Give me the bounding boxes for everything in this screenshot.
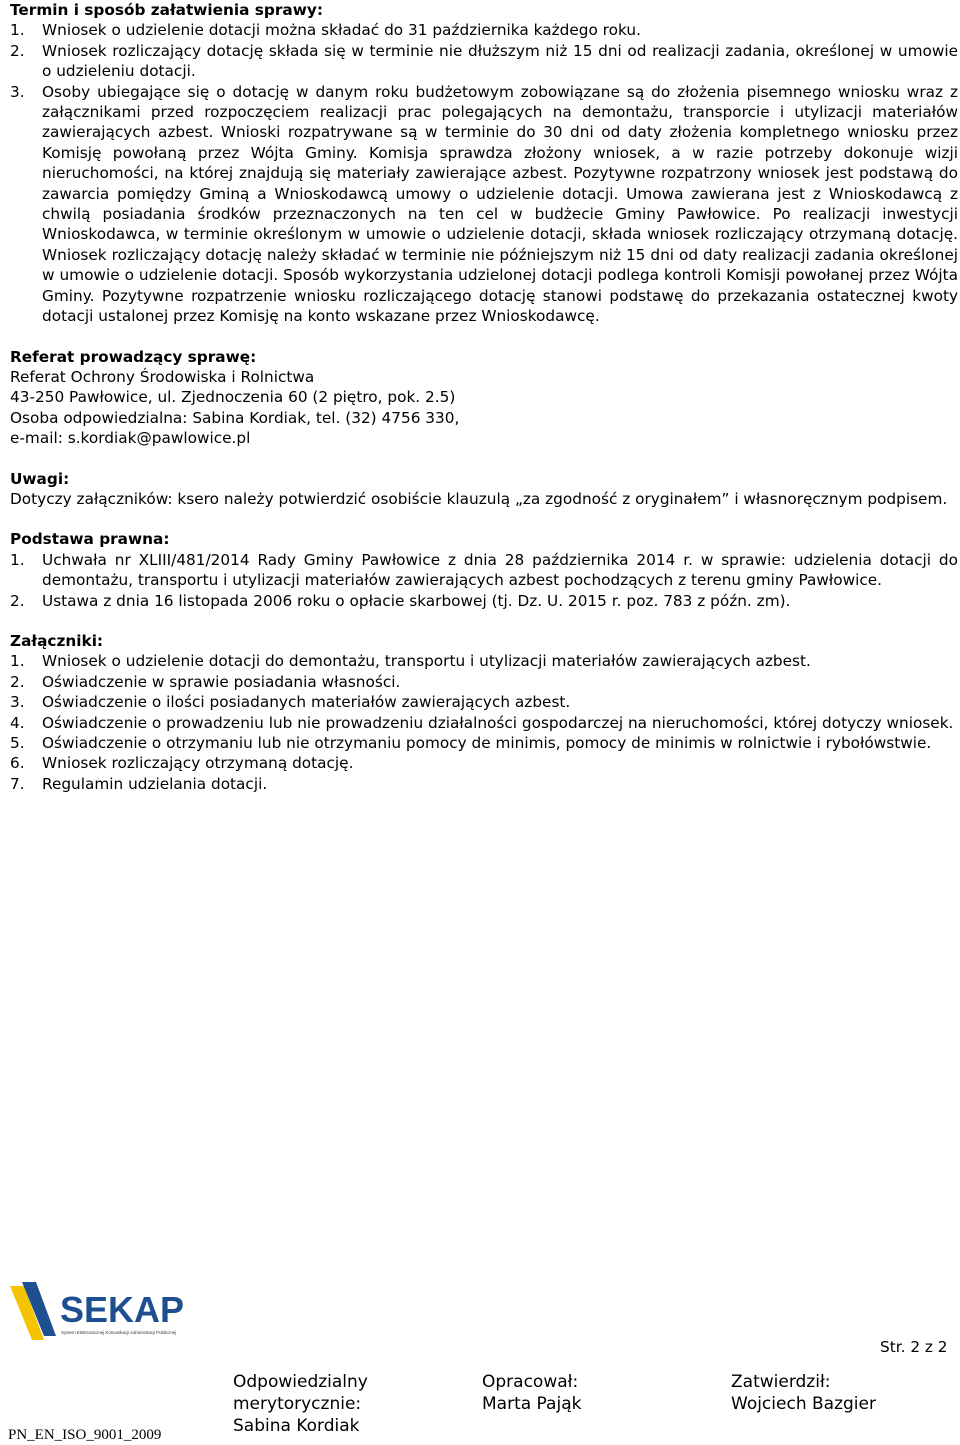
list-item <box>10 672 958 692</box>
responsible-column <box>233 1371 368 1437</box>
uwagi-text: Dotyczy załączników: ksero należy potwierdzić osobiście klauzulą „za zgodność z oryginałem” i własnoręcznym podpisem. <box>10 489 948 508</box>
item-text: Wniosek o udzielenie dotacji można składać do 31 października każdego roku. <box>42 21 641 40</box>
item-text: Oświadczenie w sprawie posiadania własności. <box>42 672 401 691</box>
list-item <box>10 753 958 773</box>
item-text: Ustawa z dnia 16 listopada 2006 roku o opłacie skarbowej (tj. Dz. U. 2015 r. poz. 783 z późn. zm). <box>42 591 791 610</box>
list-item <box>10 713 958 733</box>
item-number: 4. <box>10 713 25 732</box>
responsible-label-2: merytorycznie: <box>233 1394 362 1414</box>
page-footer <box>0 1270 960 1445</box>
termin-heading: Termin i sposób załatwienia sprawy: <box>10 1 323 19</box>
referat-heading: Referat prowadzący sprawę: <box>10 347 257 366</box>
sekap-logo <box>8 1278 183 1350</box>
item-text: Uchwała nr XLIII/481/2014 Rady Gminy Pawłowice z dnia 28 października 2014 r. w sprawie: udzielenia dotacji do demontażu, transportu i utylizacji materiałów zawierających azbest pochodzących z terenu gminy Pawłowice. <box>42 550 958 590</box>
responsible-label-1: Odpowiedzialny <box>233 1372 368 1392</box>
podstawa-list <box>10 550 958 611</box>
sekap-logo-icon <box>8 1278 183 1350</box>
item-text: Oświadczenie o otrzymaniu lub nie otrzymaniu pomocy de minimis, pomocy de minimis w rolnictwie i rybołówstwie. <box>42 734 932 752</box>
item-number: 6. <box>10 754 25 773</box>
list-item <box>10 651 958 671</box>
termin-list <box>10 20 958 326</box>
logo-subtitle: System Elektronicznej Komunikacji Administracji Publicznej <box>61 1330 177 1335</box>
podstawa-heading: Podstawa prawna: <box>10 530 170 549</box>
list-item <box>10 20 958 40</box>
item-text: Oświadczenie o prowadzeniu lub nie prowadzeniu działalności gospodarczej na nieruchomości, której dotyczy wniosek. <box>42 713 954 732</box>
prepared-label: Opracował: <box>482 1372 579 1392</box>
referat-email: e-mail: s.kordiak@pawlowice.pl <box>10 429 251 448</box>
approved-column <box>731 1371 876 1415</box>
item-text: Regulamin udzielania dotacji. <box>42 774 268 793</box>
item-text: Wniosek rozliczający dotację składa się w terminie nie dłuższym niż 15 dni od realizacji zadania, określonej w umowie o udzieleniu dotacji. <box>42 41 958 81</box>
item-number: 5. <box>10 734 25 752</box>
list-item <box>10 591 958 611</box>
item-number: 7. <box>10 774 25 793</box>
item-number: 2. <box>10 672 25 691</box>
item-number: 1. <box>10 21 25 40</box>
item-number: 1. <box>10 652 25 671</box>
logo-wordmark: SEKAP <box>60 1289 183 1330</box>
zalaczniki-list <box>10 651 958 794</box>
approved-name: Wojciech Bazgier <box>731 1394 876 1414</box>
list-item <box>10 733 958 753</box>
page-number: Str. 2 z 2 <box>880 1338 948 1356</box>
referat-address: 43-250 Pawłowice, ul. Zjednoczenia 60 (2 piętro, pok. 2.5) <box>10 388 456 407</box>
document-content <box>10 0 958 794</box>
referat-contact: Osoba odpowiedzialna: Sabina Kordiak, tel. (32) 4756 330, <box>10 408 460 427</box>
prepared-column <box>482 1371 581 1415</box>
list-item <box>10 41 958 82</box>
item-number: 2. <box>10 41 25 60</box>
list-item <box>10 692 958 712</box>
list-item <box>10 550 958 591</box>
approved-label: Zatwierdził: <box>731 1372 831 1392</box>
prepared-name: Marta Pająk <box>482 1394 582 1414</box>
responsible-name: Sabina Kordiak <box>233 1416 360 1436</box>
item-number: 3. <box>10 693 25 712</box>
zalaczniki-heading: Załączniki: <box>10 631 104 650</box>
uwagi-heading: Uwagi: <box>10 469 70 488</box>
item-text: Oświadczenie o ilości posiadanych materiałów zawierających azbest. <box>42 693 571 712</box>
item-number: 3. <box>10 82 25 101</box>
list-item <box>10 82 958 327</box>
referat-department: Referat Ochrony Środowiska i Rolnictwa <box>10 367 315 386</box>
item-text: Wniosek rozliczający otrzymaną dotację. <box>42 754 354 773</box>
item-text: Osoby ubiegające się o dotację w danym roku budżetowym zobowiązane są do złożenia pisemnego wniosku wraz z załącznikami przed rozpoczęciem realizacji prac polegających na demontażu, transporcie i utylizacji materiałów zawierających azbest. Wnioski rozpatrywane są w terminie do 30 dni od daty złożenia kompletnego wniosku przez Komisję powołaną przez Wójta Gminy. Komisja sprawdza złożony wniosek, a w razie potrzeby dokonuje wizji nieruchomości, na której znajdują się materiały zawierające azbest. Pozytywne rozpatrzony wniosek jest podstawą do zawarcia pomiędzy Gminą a Wnioskodawcą umowy o udzielenie dotacji. Umowa zawierana jest z Wnioskodawcą z chwilą posiadania środków przeznaczonych na ten cel w budżecie Gminy Pawłowice. Po realizacji inwestycji Wnioskodawca, w terminie określonym w umowie o udzielenie dotacji, składa wniosek rozliczający otrzymaną dotację. Wniosek rozliczający dotację należy składać w terminie nie późniejszym niż 15 dni od daty realizacji zadania określonej w umowie o udzielenie dotacji. Sposób wykorzystania udzielonej dotacji podlega kontroli Komisji powołanej przez Wójta Gminy. Pozytywne rozpatrzenie wniosku rozliczającego dotację stanowi podstawę do przekazania ostatecznej kwoty dotacji ustalonej przez Komisję na konto wskazane przez Wnioskodawcę. <box>42 82 958 326</box>
list-item <box>10 774 958 794</box>
item-number: 1. <box>10 550 25 569</box>
item-number: 2. <box>10 591 25 610</box>
item-text: Wniosek o udzielenie dotacji do demontażu, transportu i utylizacji materiałów zawierających azbest. <box>42 652 811 671</box>
iso-code: PN_EN_ISO_9001_2009 <box>8 1427 162 1443</box>
